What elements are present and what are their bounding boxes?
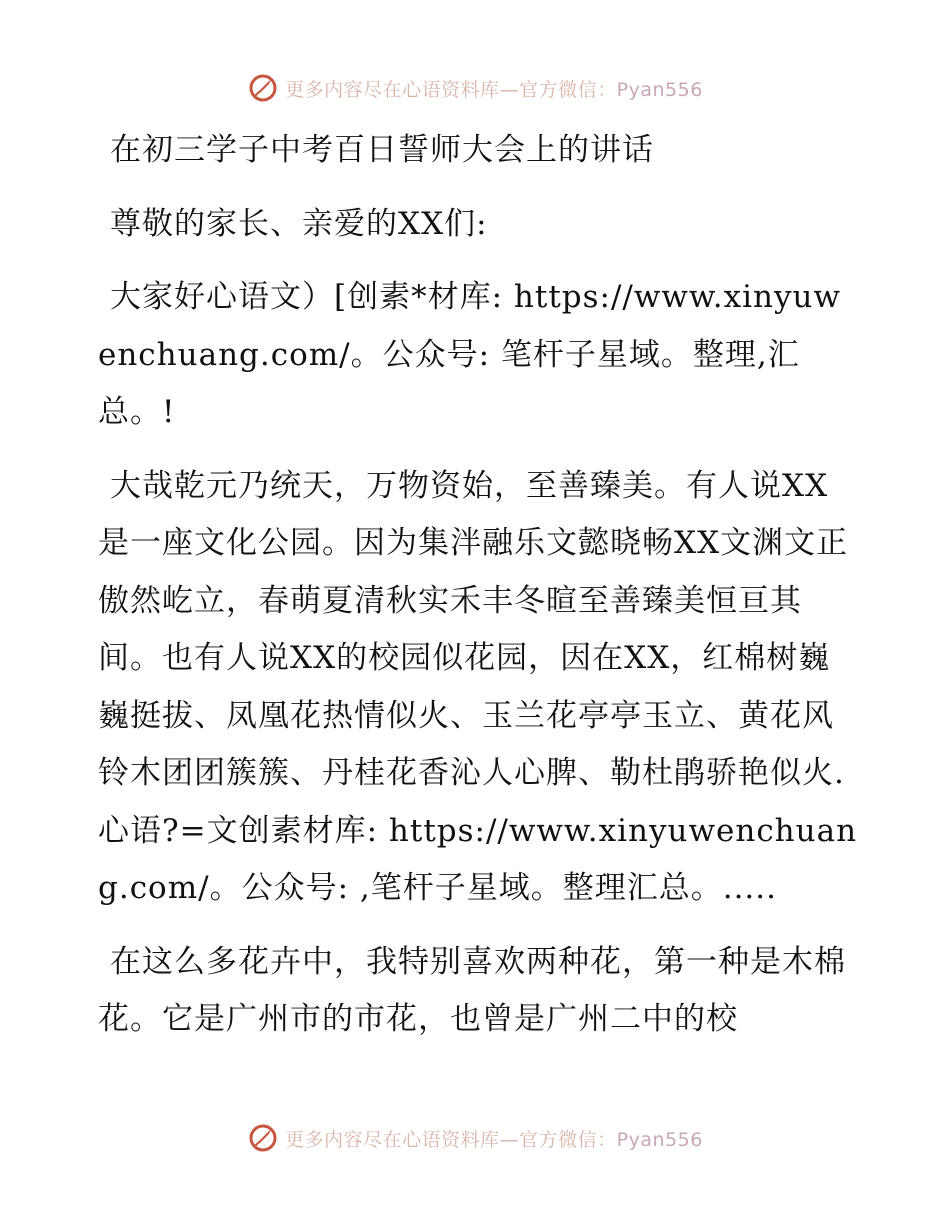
quill-circle-icon bbox=[247, 1122, 279, 1154]
paragraph-campus: 大哉乾元乃统天，万物资始，至善臻美。有人说XX是一座文化公园。因为集泮融乐文懿晓畅XX文渊文正傲然屹立，春萌夏清秋实禾丰冬暄至善臻美恒亘其间。也有人说XX的校园似花园，因在XX，红棉树巍巍挺拔、凤凰花热情似火、玉兰花亭亭玉立、黄花风铃木团团簇簇、丹桂花香沁人心脾、勒杜鹃骄艳似火.心语?=文创素材库: https://www.xinyuwenchuang.com/。公众号: ,笔杆子星域。整理汇总。..... bbox=[98, 467, 858, 906]
quill-circle-icon bbox=[247, 72, 279, 104]
watermark-text: 更多内容尽在心语资料库—官方微信： bbox=[285, 78, 617, 101]
footer-watermark bbox=[0, 1122, 950, 1154]
watermark-wechat-id: Pyan556 bbox=[616, 78, 703, 101]
paragraph-salutation: 尊敬的家长、亲爱的XX们: bbox=[110, 205, 488, 242]
watermark-wechat-id: Pyan556 bbox=[616, 1128, 703, 1151]
document-title: 在初三学子中考百日誓师大会上的讲话 bbox=[110, 132, 654, 168]
paragraph-greeting: 大家好心语文）[创素*材库: https://www.xinyuwenchuang.com/。公众号: 笔杆子星域。整理,汇总。! bbox=[98, 279, 842, 430]
document-body bbox=[98, 122, 858, 1065]
header-watermark bbox=[0, 72, 950, 104]
watermark-text: 更多内容尽在心语资料库—官方微信： bbox=[285, 1128, 617, 1151]
paragraph-flowers: 在这么多花卉中，我特别喜欢两种花，第一种是木棉花。它是广州市的市花，也曾是广州二中的校 bbox=[98, 943, 846, 1037]
